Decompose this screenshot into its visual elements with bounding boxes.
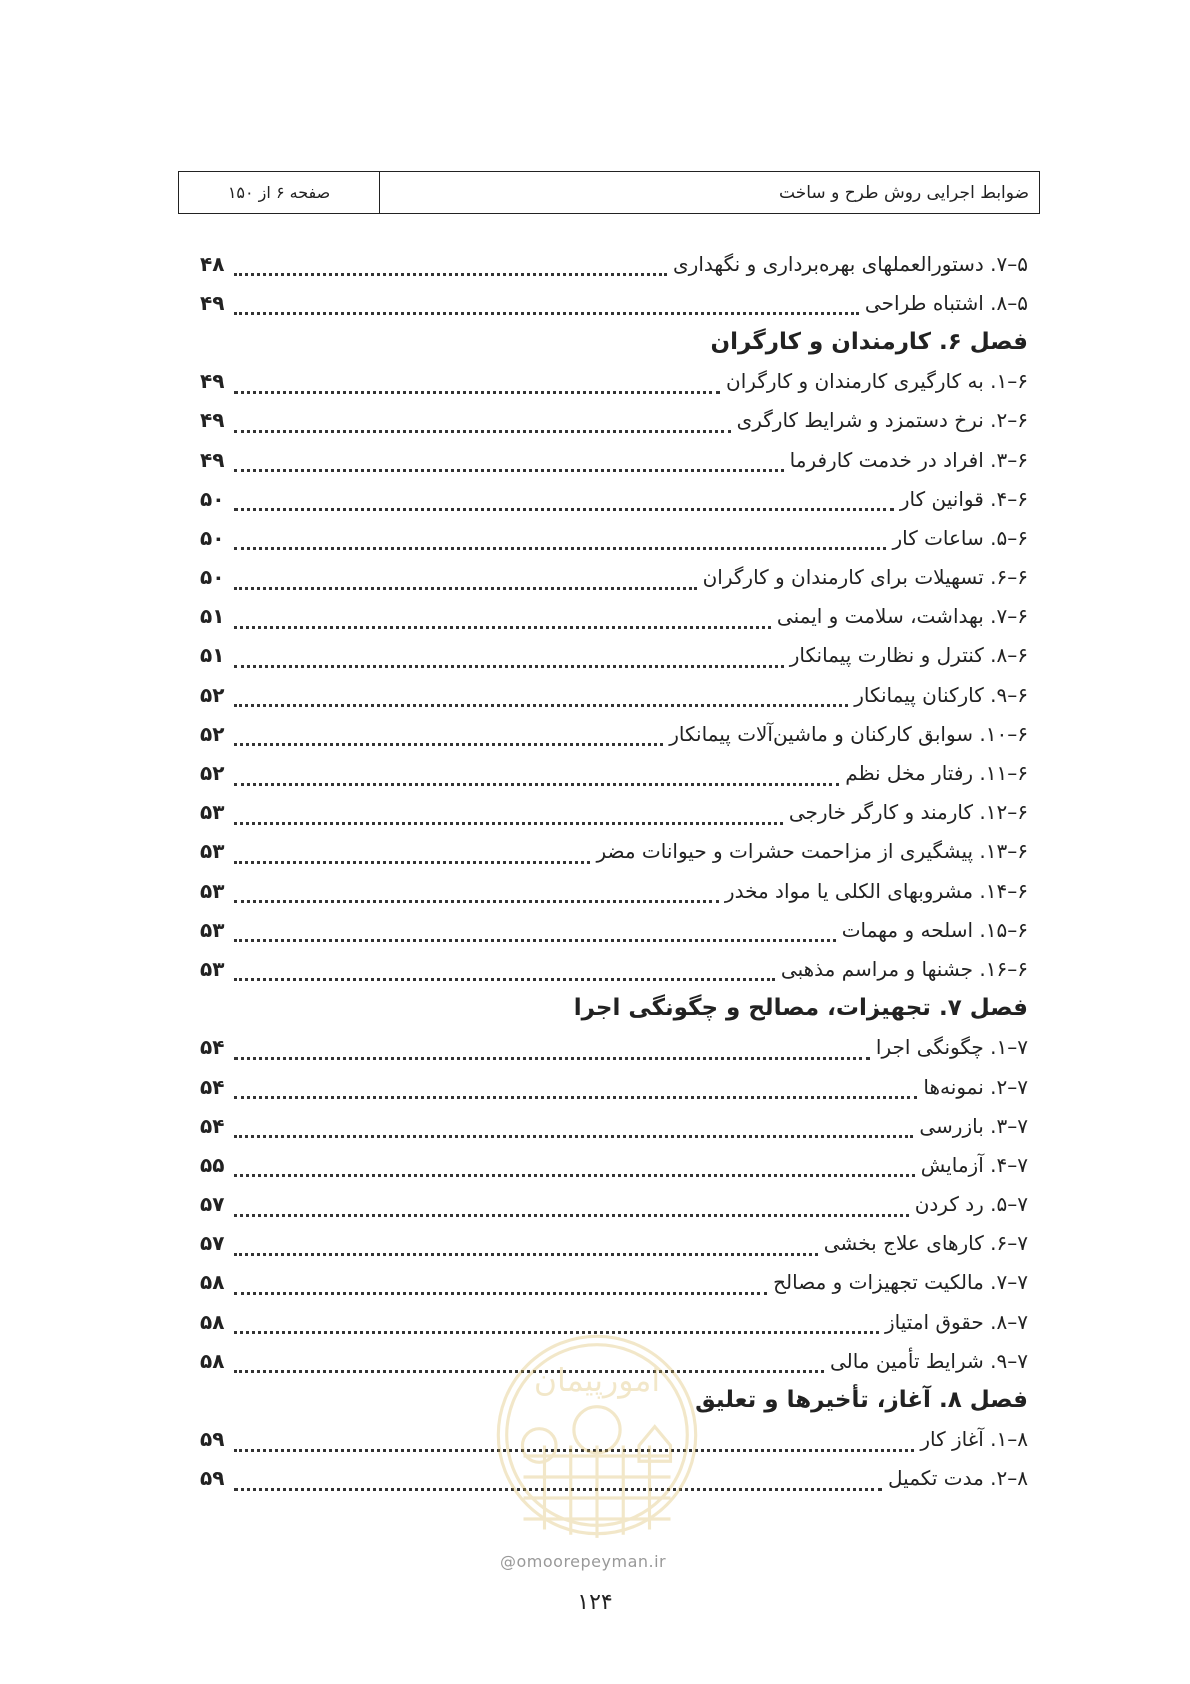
toc-entry [200,558,1028,597]
toc-leader-dots [234,761,839,786]
toc-entry-title: ۷–۵. رد کردن [914,1192,1028,1217]
toc-entry-title: ۶–۱۴. مشروبهای الکلی یا مواد مخدر [724,878,1028,903]
toc-entry-title: ۵–۷. دستورالعملهای بهره‌برداری و نگهداری [673,251,1028,276]
toc-entry [200,362,1028,401]
toc-entry-title: ۶–۴. قوانین کار [899,486,1028,511]
toc-chapter-heading [200,989,1028,1028]
toc-entry-title: ۶–۹. کارکنان پیمانکار [854,682,1028,707]
toc-entry-title: ۶–۷. بهداشت، سلامت و ایمنی [776,604,1028,629]
page-number: ۱۲۴ [577,1590,613,1615]
header-page-label: صفحه ۶ از ۱۵۰ [179,172,380,213]
toc-leader-dots [234,1113,913,1138]
toc-entry [200,1145,1028,1184]
toc-entry-title: ۷–۶. کارهای علاج بخشی [823,1231,1028,1256]
toc-entry-title: ۶–۱۱. رفتار مخل نظم [845,761,1028,786]
toc-entry-title: ۸–۲. مدت تکمیل [888,1466,1028,1491]
watermark-logo-text: امورپیمان [533,1362,661,1399]
toc-entry-title: ۶–۳. افراد در خدمت کارفرما [789,447,1028,472]
toc-entry [200,1067,1028,1106]
toc-entry [200,871,1028,910]
toc-entry-page: ۴۸ [200,251,225,276]
toc-entry-page: ۵۰ [200,486,225,511]
watermark-logo [492,1330,702,1540]
toc-leader-dots [234,956,775,981]
toc-entry-title: ۶–۵. ساعات کار [892,525,1028,550]
toc-entry-page: ۵۸ [200,1309,225,1334]
toc-entry-title: ۷–۴. آزمایش [920,1152,1028,1177]
toc-entry [200,910,1028,949]
toc-entry [200,440,1028,479]
toc-entry [200,949,1028,988]
table-of-contents [200,244,1028,1498]
toc-entry-page: ۵۴ [200,1035,225,1060]
toc-leader-dots [234,682,848,707]
toc-entry-page: ۵۹ [200,1427,225,1452]
toc-entry-page: ۵۸ [200,1348,225,1373]
toc-entry [200,518,1028,557]
toc-entry [200,283,1028,322]
toc-entry-page: ۴۹ [200,290,225,315]
toc-entry-page: ۵۱ [200,604,225,629]
toc-leader-dots [234,290,859,315]
toc-entry [200,1106,1028,1145]
toc-entry-title: ۵–۸. اشتباه طراحی [864,290,1028,315]
toc-entry-page: ۵۷ [200,1192,225,1217]
toc-entry-title: ۶–۱۳. پیشگیری از مزاحمت حشرات و حیوانات مضر [596,839,1028,864]
toc-leader-dots [234,839,590,864]
toc-leader-dots [234,408,731,433]
toc-entry-title: فصل ۶. کارمندان و کارگران [710,328,1028,355]
toc-entry [200,1028,1028,1067]
toc-leader-dots [234,721,663,746]
toc-entry-title: ۷–۷. مالکیت تجهیزات و مصالح [773,1270,1028,1295]
toc-entry-page: ۴۹ [200,408,225,433]
toc-entry [200,1224,1028,1263]
toc-entry-page: ۵۰ [200,525,225,550]
toc-entry [200,636,1028,675]
toc-entry [200,675,1028,714]
toc-leader-dots [234,565,697,590]
toc-entry [200,597,1028,636]
toc-entry-page: ۵۳ [200,956,225,981]
toc-leader-dots [234,1231,818,1256]
toc-entry-page: ۵۳ [200,878,225,903]
toc-entry-title: ۷–۸. حقوق امتیاز [885,1309,1028,1334]
toc-chapter-heading [200,322,1028,361]
toc-entry-page: ۵۳ [200,839,225,864]
toc-leader-dots [234,486,894,511]
toc-entry [200,714,1028,753]
toc-entry-title: ۶–۱۲. کارمند و کارگر خارجی [788,800,1028,825]
toc-entry-title: ۷–۱. چگونگی اجرا [875,1035,1028,1060]
toc-entry-title: فصل ۷. تجهیزات، مصالح و چگونگی اجرا [573,995,1028,1022]
toc-leader-dots [234,800,783,825]
toc-leader-dots [234,251,667,276]
toc-entry-title: ۷–۹. شرایط تأمین مالی [829,1348,1028,1373]
toc-entry-page: ۵۲ [200,761,225,786]
toc-leader-dots [234,447,784,472]
toc-leader-dots [234,1152,915,1177]
toc-entry-page: ۵۹ [200,1466,225,1491]
toc-entry-title: ۸–۱. آغاز کار [920,1427,1028,1452]
toc-leader-dots [234,1035,870,1060]
toc-entry-page: ۵۰ [200,565,225,590]
toc-entry [200,1185,1028,1224]
watermark-url: @omoorepeyman.ir [500,1552,667,1571]
toc-leader-dots [234,604,771,629]
toc-leader-dots [234,525,886,550]
toc-leader-dots [234,917,836,942]
toc-leader-dots [234,1192,909,1217]
toc-entry-title: ۷–۳. بازرسی [919,1113,1028,1138]
toc-entry-page: ۵۷ [200,1231,225,1256]
toc-leader-dots [234,1074,917,1099]
header-doc-title: ضوابط اجرایی روش طرح و ساخت [779,182,1029,203]
toc-entry-title: ۶–۶. تسهیلات برای کارمندان و کارگران [702,565,1028,590]
toc-entry-page: ۵۴ [200,1074,225,1099]
toc-entry-title: ۶–۱. به کارگیری کارمندان و کارگران [726,369,1028,394]
toc-entry-title: ۶–۱۵. اسلحه و مهمات [841,917,1028,942]
toc-entry-page: ۵۲ [200,721,225,746]
toc-entry [200,1263,1028,1302]
page-header [178,171,1040,214]
toc-entry [200,401,1028,440]
toc-entry-page: ۵۳ [200,917,225,942]
toc-entry [200,244,1028,283]
toc-entry [200,479,1028,518]
toc-entry-title: ۶–۱۰. سوابق کارکنان و ماشین‌آلات پیمانکار [669,721,1028,746]
toc-entry-title: فصل ۸. آغاز، تأخیرها و تعلیق [695,1387,1028,1414]
toc-leader-dots [234,1270,767,1295]
toc-entry-title: ۷–۲. نمونه‌ها [923,1074,1028,1099]
toc-entry-page: ۵۳ [200,800,225,825]
toc-entry [200,832,1028,871]
toc-entry-page: ۵۵ [200,1152,225,1177]
toc-entry-page: ۴۹ [200,447,225,472]
toc-leader-dots [234,878,719,903]
toc-entry-page: ۵۸ [200,1270,225,1295]
toc-entry-title: ۶–۸. کنترل و نظارت پیمانکار [789,643,1028,668]
toc-leader-dots [234,369,720,394]
toc-entry [200,753,1028,792]
toc-entry-page: ۵۱ [200,643,225,668]
toc-entry-page: ۵۴ [200,1113,225,1138]
toc-entry [200,793,1028,832]
toc-entry-title: ۶–۲. نرخ دستمزد و شرایط کارگری [736,408,1028,433]
toc-entry-page: ۵۲ [200,682,225,707]
toc-leader-dots [234,643,784,668]
toc-entry-title: ۶–۱۶. جشنها و مراسم مذهبی [780,956,1028,981]
toc-entry-page: ۴۹ [200,369,225,394]
